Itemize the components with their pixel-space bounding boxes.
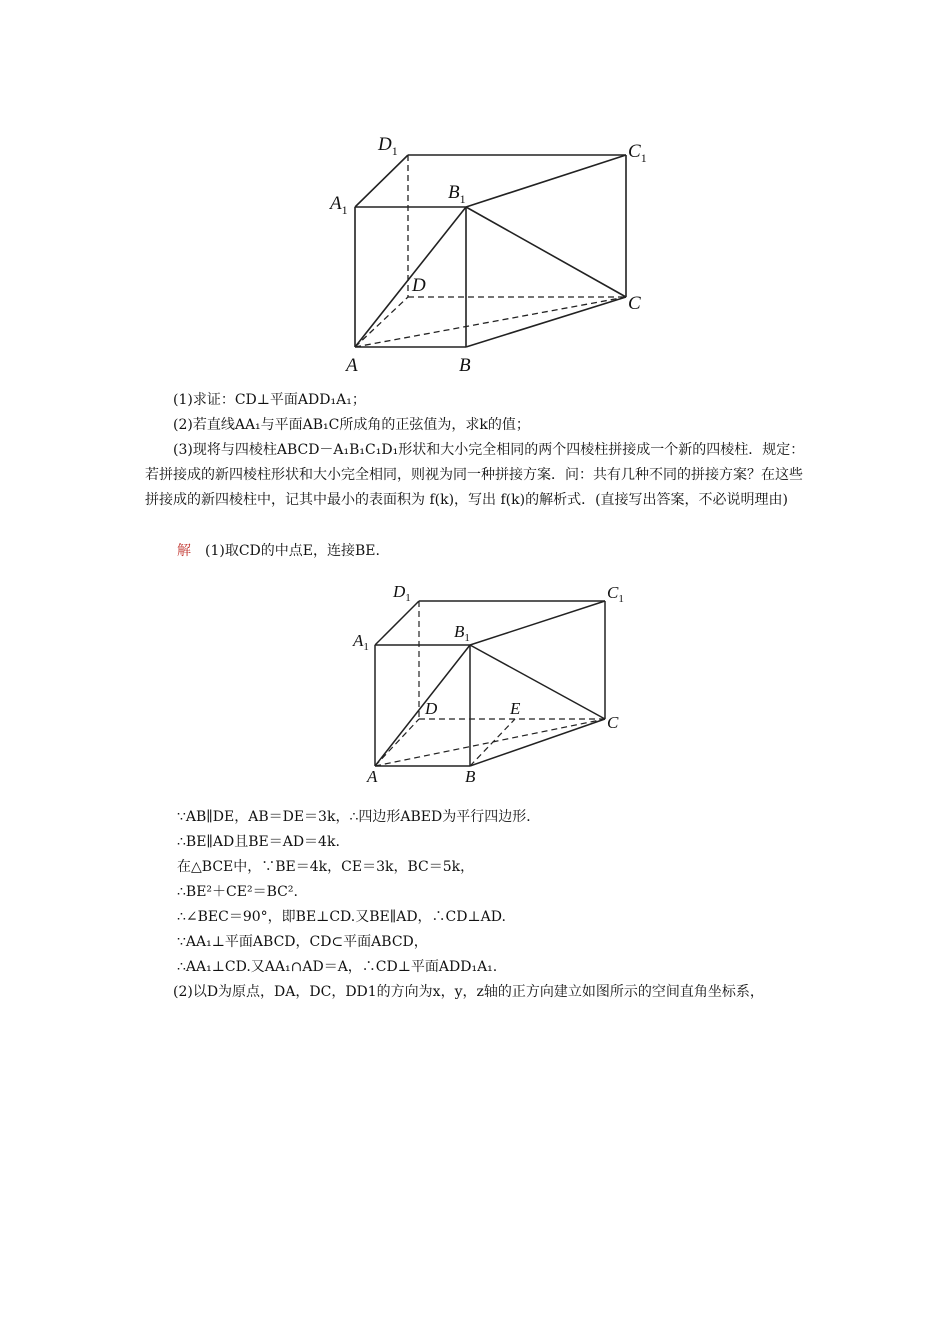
label-A1: $A_1$ [330,193,348,217]
edge-A1D1 [375,601,419,645]
label-C: C [628,293,641,314]
question-3: (3)现将与四棱柱ABCD－A₁B₁C₁D₁形状和大小完全相同的两个四棱柱拼接成一个新的四棱柱．规定：若拼接成的新四棱柱形状和大小完全相同，则视为同一种拼接方案．问：共有几种不同的拼接方案？在这些拼接成的新四棱柱中，记其中最小的表面积为 f(k)，写出 f(k)的解析式．(直接写出答案，不必说明理由) [145,442,805,508]
edge-BC [470,719,605,766]
solution-step-4: ∴BE²＋CE²＝BC². [177,884,298,900]
label-D: D [425,699,438,718]
question-2: (2)若直线AA₁与平面AB₁C所成角的正弦值为，求k的值； [173,417,530,433]
solution-step-2: ∴BE∥AD且BE＝AD＝4k. [177,834,340,850]
label-D: D [412,275,426,296]
label-B1: $B_1$ [454,622,470,644]
solution-step-7: ∴AA₁⊥CD.又AA₁∩AD＝A，∴CD⊥平面ADD₁A₁. [177,959,498,975]
edge-B1C1 [470,601,605,645]
label-A: A [367,767,378,786]
solution-step-3: 在△BCE中，∵BE＝4k，CE＝3k，BC＝5k， [177,859,475,875]
label-A1: $A_1$ [353,631,369,653]
solution-step-5: ∴∠BEC＝90°，即BE⊥CD.又BE∥AD，∴CD⊥AD. [177,909,506,925]
solution-part-2: (2)以D为原点，DA，DC，DD1的方向为x，y，z轴的正方向建立如图所示的空间直角坐标系， [173,984,764,1000]
hidden-edge-AD [375,719,419,766]
edge-AB1 [355,207,466,347]
solution-label: 解 [177,543,191,559]
label-B1: $B_1$ [448,182,466,206]
solution-step-6: ∵AA₁⊥平面ABCD，CD⊂平面ABCD， [177,934,428,950]
hidden-edge-AD [355,297,408,347]
figure-1 [320,125,660,380]
solution-step-1: ∵AB∥DE，AB＝DE＝3k，∴四边形ABED为平行四边形． [177,809,541,825]
edge-B1C [470,645,605,719]
edge-B1C [466,207,626,297]
label-C: C [607,713,619,732]
label-B: B [459,355,471,376]
label-C1: $C_1$ [607,583,624,605]
label-D1: $D_1$ [378,134,398,158]
solution-intro: (1)取CD的中点E，连接BE. [205,543,380,559]
figure-2 [345,578,645,788]
label-D1: $D_1$ [393,582,411,604]
label-A: A [346,355,358,376]
label-C1: $C_1$ [628,141,647,165]
edge-A1D1 [355,155,408,207]
edge-BC [466,297,626,347]
edge-AB1 [375,645,470,766]
solution-intro-line [177,539,380,564]
label-E: E [510,699,521,718]
question-1: (1)求证：CD⊥平面ADD₁A₁； [173,392,366,408]
edge-B1C1 [466,155,626,207]
label-B: B [465,767,476,786]
